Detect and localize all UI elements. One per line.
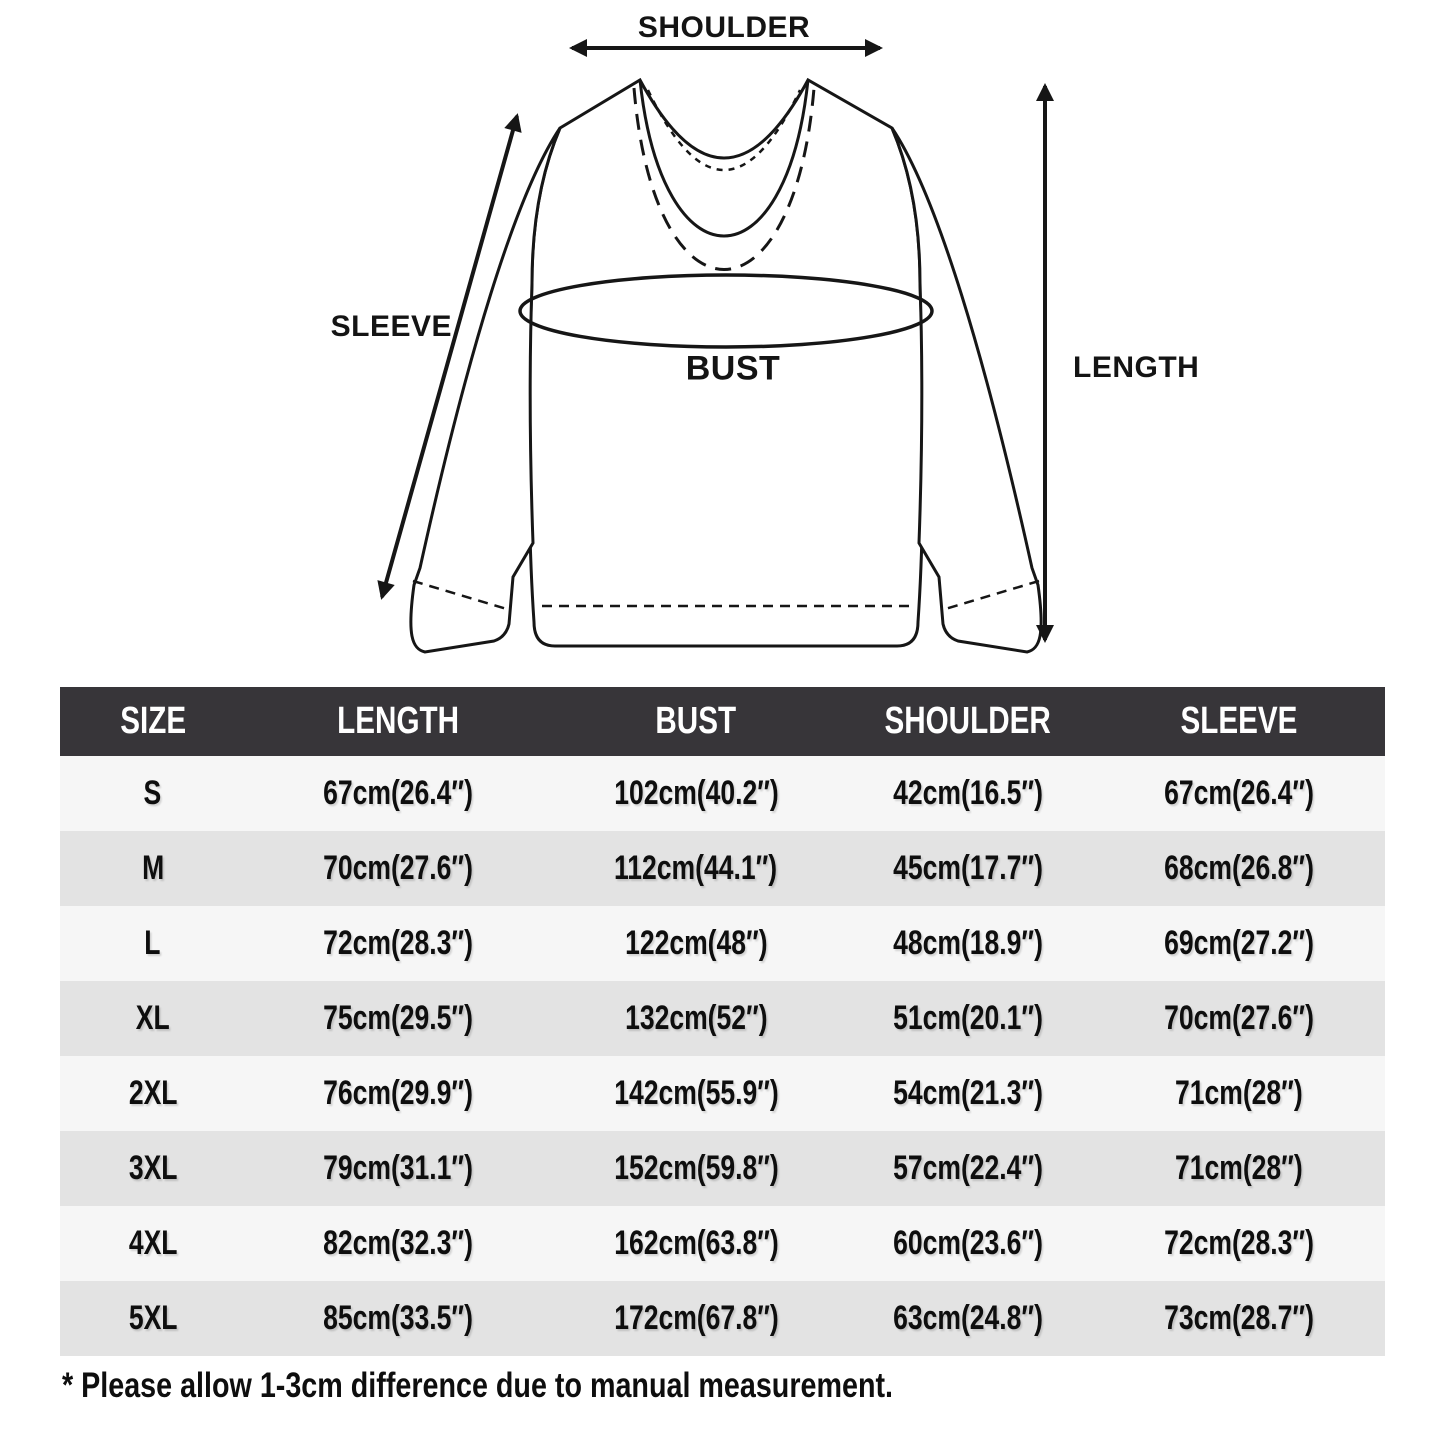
table-cell: 67cm(26.4″)	[322, 774, 473, 812]
shoulder-label: SHOULDER	[637, 11, 811, 44]
measurement-disclaimer-note: * Please allow 1-3cm difference due to manual measurement.	[62, 1366, 894, 1405]
size-chart-table	[60, 687, 1385, 1356]
table-row	[60, 1131, 1385, 1206]
table-cell: 67cm(26.4″)	[1164, 774, 1315, 812]
column-header: LENGTH	[336, 700, 459, 742]
length-label: LENGTH	[1073, 351, 1200, 384]
table-cell: 51cm(20.1″)	[892, 999, 1043, 1037]
size-cell: 4XL	[128, 1224, 178, 1262]
table-row	[60, 1206, 1385, 1281]
table-cell: 102cm(40.2″)	[613, 774, 779, 812]
table-cell: 72cm(28.3″)	[322, 924, 473, 962]
table-cell: 85cm(33.5″)	[322, 1299, 473, 1337]
table-cell: 71cm(28″)	[1175, 1074, 1304, 1112]
table-row	[60, 756, 1385, 831]
table-cell: 68cm(26.8″)	[1164, 849, 1315, 887]
table-cell: 82cm(32.3″)	[322, 1224, 473, 1262]
table-cell: 70cm(27.6″)	[1164, 999, 1315, 1037]
table-cell: 69cm(27.2″)	[1164, 924, 1315, 962]
table-cell: 76cm(29.9″)	[322, 1074, 473, 1112]
table-cell: 48cm(18.9″)	[892, 924, 1043, 962]
table-cell: 142cm(55.9″)	[613, 1074, 779, 1112]
table-row	[60, 1281, 1385, 1356]
garment-measurement-diagram	[0, 0, 1445, 690]
column-header: SLEEVE	[1180, 700, 1298, 742]
column-header: SIZE	[119, 700, 186, 742]
size-cell: 2XL	[128, 1074, 178, 1112]
table-cell: 75cm(29.5″)	[322, 999, 473, 1037]
column-header: SHOULDER	[884, 700, 1051, 742]
table-cell: 63cm(24.8″)	[892, 1299, 1043, 1337]
table-cell: 112cm(44.1″)	[614, 849, 778, 887]
table-row	[60, 981, 1385, 1056]
table-cell: 42cm(16.5″)	[892, 774, 1043, 812]
size-cell: M	[141, 849, 164, 887]
table-cell: 57cm(22.4″)	[892, 1149, 1043, 1187]
table-cell: 54cm(21.3″)	[892, 1074, 1043, 1112]
table-row	[60, 906, 1385, 981]
table-header-row	[60, 687, 1385, 756]
column-header: BUST	[655, 700, 737, 742]
table-cell: 122cm(48″)	[624, 924, 768, 962]
table-cell: 70cm(27.6″)	[322, 849, 473, 887]
table-row	[60, 1056, 1385, 1131]
table-cell: 162cm(63.8″)	[613, 1224, 779, 1262]
table-cell: 152cm(59.8″)	[613, 1149, 779, 1187]
size-cell: L	[144, 924, 161, 962]
table-cell: 45cm(17.7″)	[892, 849, 1043, 887]
table-cell: 79cm(31.1″)	[322, 1149, 473, 1187]
size-cell: 5XL	[128, 1299, 178, 1337]
size-cell: XL	[135, 999, 170, 1037]
table-cell: 60cm(23.6″)	[892, 1224, 1043, 1262]
table-body	[60, 756, 1385, 1356]
table-cell: 132cm(52″)	[624, 999, 768, 1037]
table-row	[60, 831, 1385, 906]
sleeve-label: SLEEVE	[330, 310, 452, 343]
sweatshirt-outline-drawing	[0, 0, 1445, 690]
bust-label: BUST	[685, 349, 781, 388]
size-cell: 3XL	[128, 1149, 178, 1187]
table-cell: 172cm(67.8″)	[613, 1299, 779, 1337]
size-cell: S	[143, 774, 162, 812]
table-cell: 73cm(28.7″)	[1164, 1299, 1315, 1337]
table-cell: 72cm(28.3″)	[1164, 1224, 1315, 1262]
table-cell: 71cm(28″)	[1175, 1149, 1304, 1187]
